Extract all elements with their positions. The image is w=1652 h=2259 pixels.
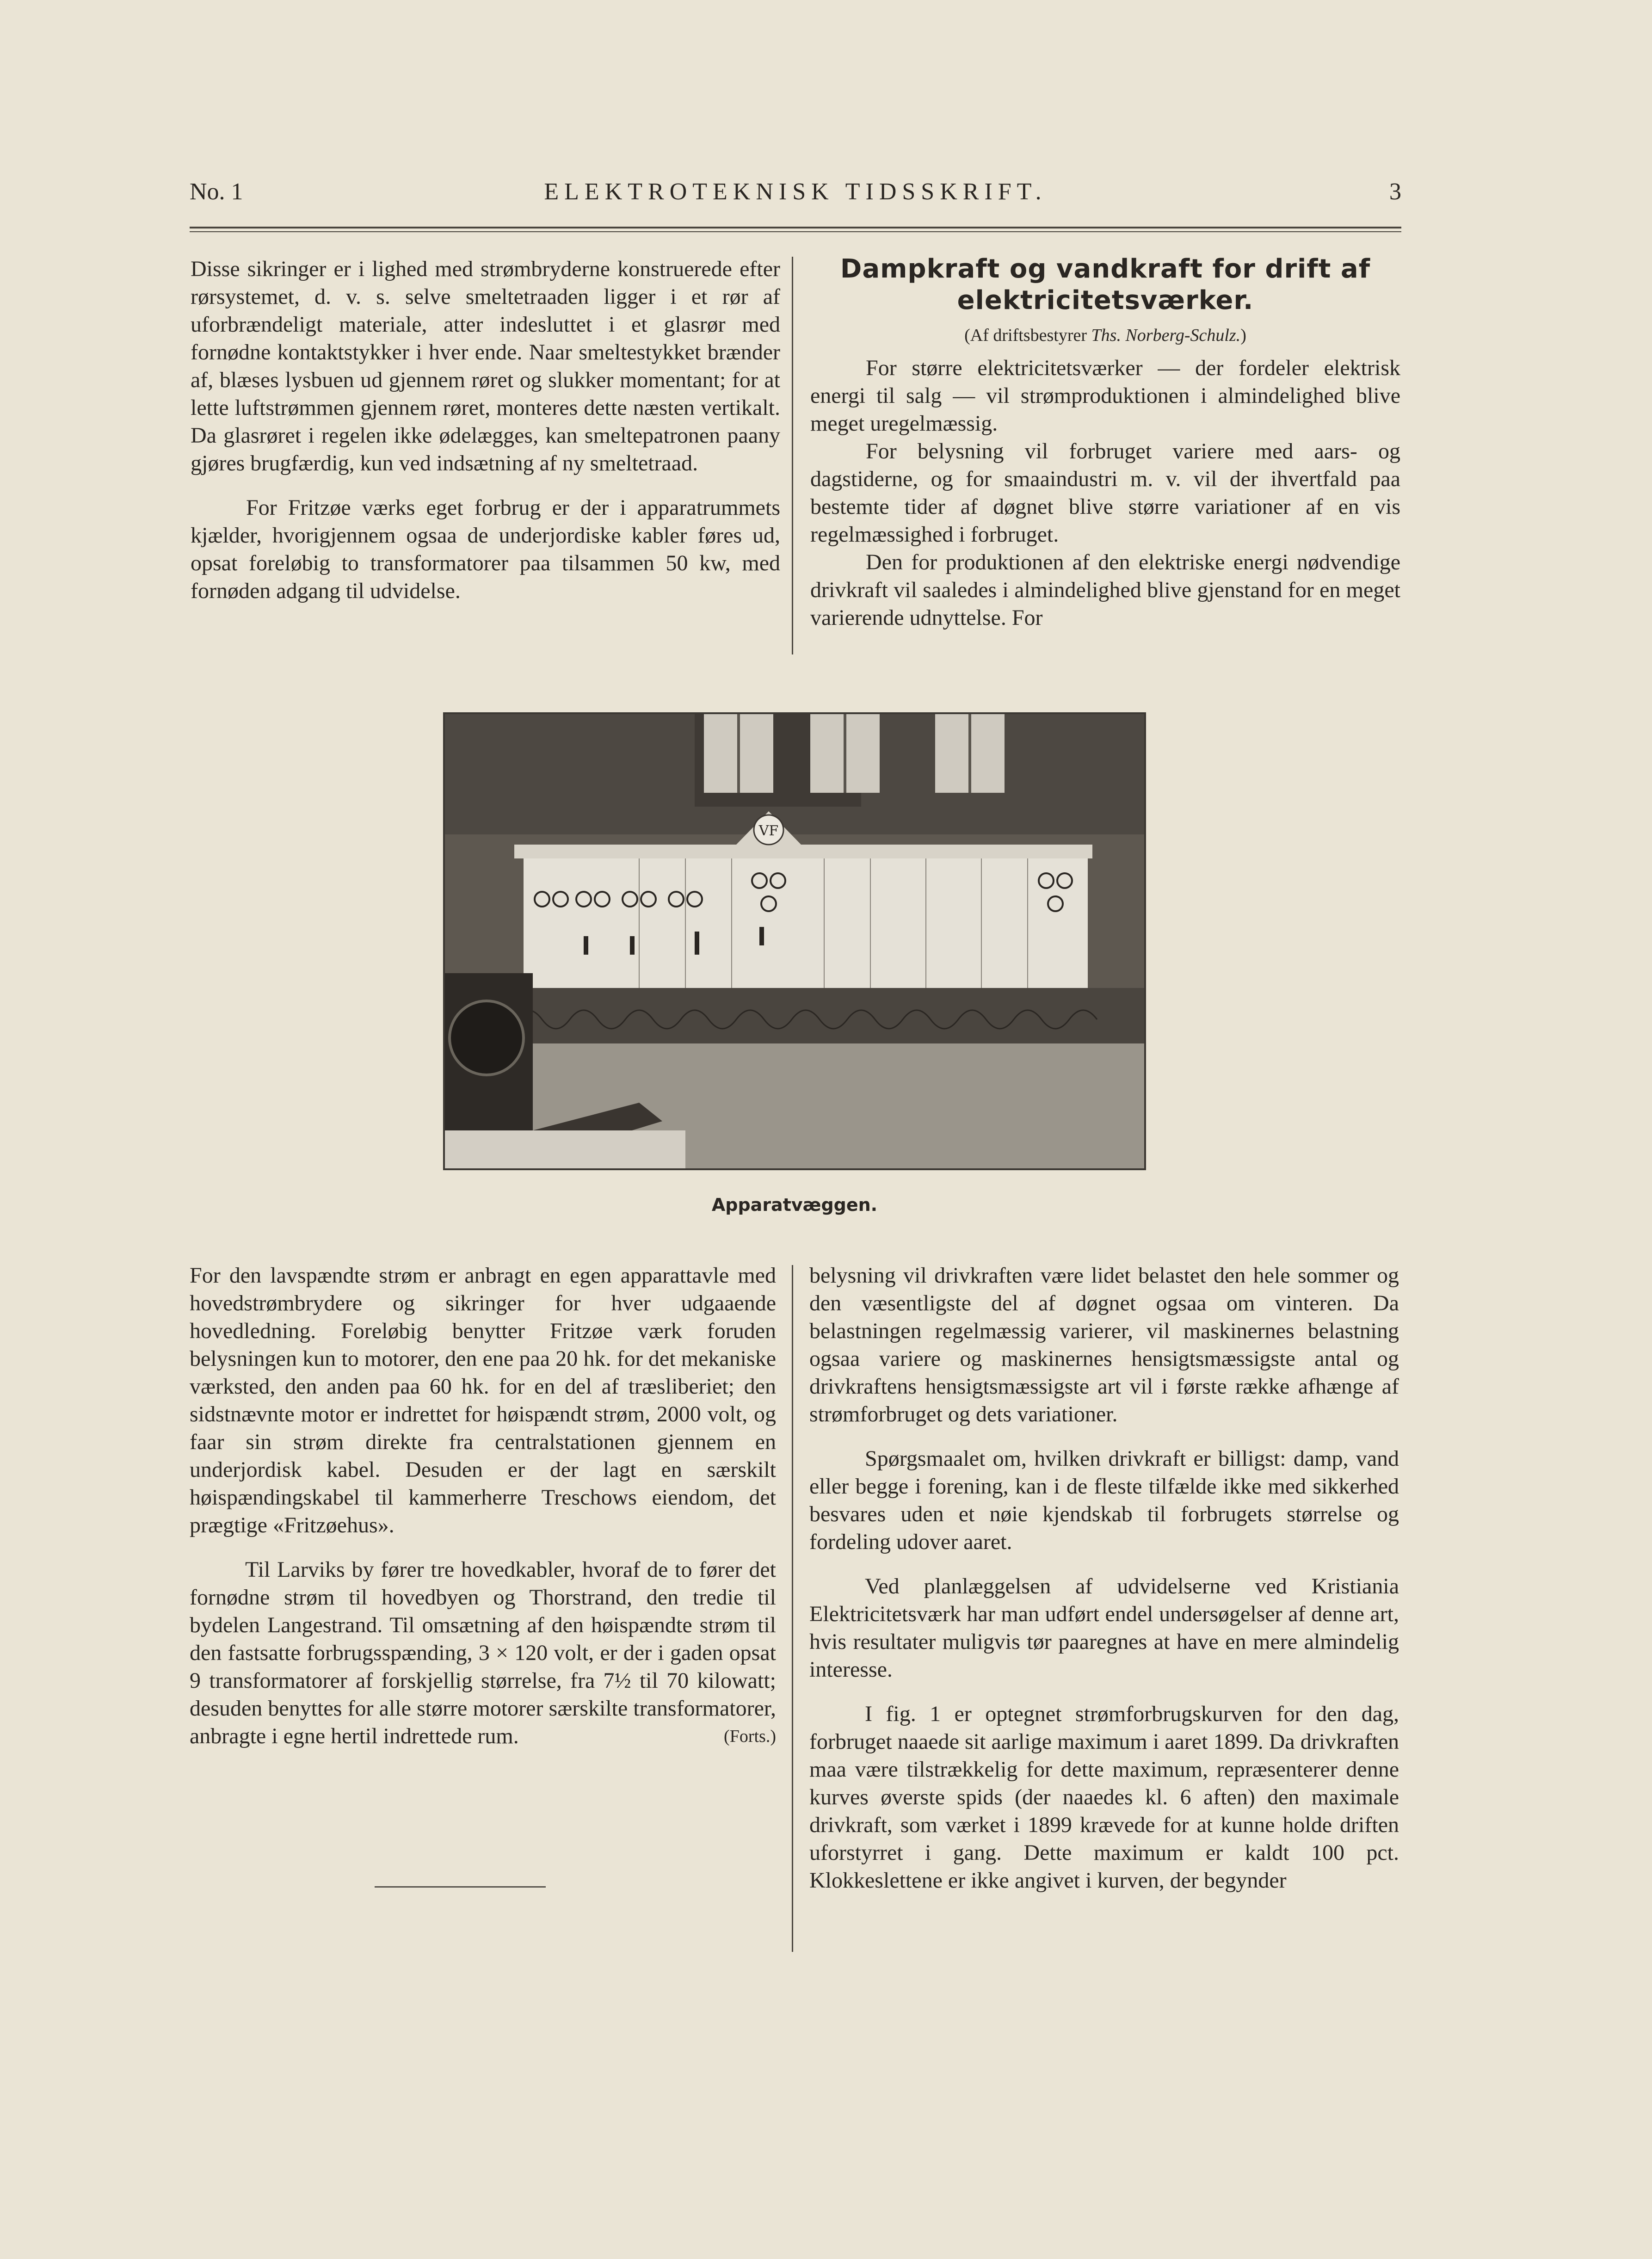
top-right-column — [810, 253, 1400, 632]
paragraph — [190, 1556, 776, 1750]
paragraph: Disse sikringer er i lighed med strømbryderne konstruerede efter rørsystemet, d. v. s. selve smeltetraaden ligger i et rør af uforbrændeligt materiale, atter indesluttet i et glasrør med fornødne kontaktstykker i hver ende. Naar smeltestykket brænder af, blæses lysbuen ud gjennem røret og slukker momentant; for at lette luftstrømmen gjennem røret, monteres dette næsten vertikalt. Da glasrøret i regelen ikke ødelægges, kan smeltepatronen paany gjøres brugfærdig, kun ved indsætning af ny smeltetraad. — [191, 257, 780, 475]
figure-caption: Apparatvæggen. — [711, 1195, 878, 1215]
continued-marker: (Forts.) — [724, 1727, 776, 1746]
paragraph: For større elektricitetsværker — der fordeler elektrisk energi til salg — vil strømproduktionen i almindelighed blive meget uregelmæssig. — [810, 356, 1400, 436]
top-left-column — [191, 255, 780, 605]
running-head — [190, 176, 1401, 208]
column-divider — [792, 257, 793, 654]
article-title: Dampkraft og vandkraft for drift af elektricitetsværker. — [840, 254, 1371, 315]
byline-author: Ths. Norberg-Schulz. — [1091, 326, 1241, 345]
paragraph: Spørgsmaalet om, hvilken drivkraft er billigst: damp, vand eller begge i forening, kan i de fleste tilfælde ikke med sikkerhed besvares uden et nøie kjendskab til forbrugets størrelse og fordeling udover aaret. — [809, 1446, 1399, 1554]
emblem-text: VF — [758, 823, 779, 839]
paragraph: For belysning vil forbruget variere med aars- og dagstiderne, og for smaaindustri m. v. vil der ihvertfald paa bestemte tider af døgnet blive større variationer af en vis regelmæssighed i forbruget. — [810, 439, 1400, 547]
header-rule-thin — [190, 231, 1401, 232]
switchboard-illustration — [445, 714, 1144, 1168]
journal-title: ELEKTROTEKNISK TIDSSKRIFT. — [544, 179, 1047, 205]
paragraph: I fig. 1 er optegnet strømforbrugskurven for den dag, forbruget naaede sit aarlige maximum i aaret 1899. Da drivkraften maa være tilstrækkelig for dette maximum, repræsenterer denne kurves øverste spids (der naaedes kl. 6 aften) den maximale drivkraft, som værket i 1899 krævede for at kunne holde driften uforstyrret i gang. Dette maximum er kaldt 100 pct. Klokkeslettene er ikke angivet i kurven, der begynder — [809, 1702, 1399, 1893]
byline-prefix: (Af driftsbestyrer — [964, 326, 1087, 345]
bottom-left-column — [190, 1262, 776, 1750]
paragraph-text: Til Larviks by fører tre hovedkabler, hvoraf de to fører det fornødne strøm til hovedbyen og Thorstrand, den tredie til bydelen Langestrand. Til omsætning af den høispændte strøm til den fastsatte forbrugsspænding, 3 × 120 volt, er der i gaden opsat 9 transformatorer af forskjellig størrelse, fra 7½ til 70 kilowatt; desuden benyttes for alle større motorer særskilte transformatorer, anbragte i egne hertil indrettede rum. — [190, 1557, 776, 1748]
bottom-right-column — [809, 1262, 1399, 1895]
switchboard-photo — [443, 712, 1146, 1170]
paragraph: Ved planlæggelsen af udvidelserne ved Kristiania Elektricitetsværk har man udført endel undersøgelser af denne art, hvis resultater muligvis tør paaregnes at have en mere almindelig interesse. — [809, 1574, 1399, 1682]
header-rule-thick — [190, 227, 1401, 228]
paragraph: For den lavspændte strøm er anbragt en egen apparattavle med hovedstrømbrydere og sikringer for hver udgaaende hovedledning. Foreløbig benytter Fritzøe værk foruden belysningen kun to motorer, den ene paa 20 hk. for det mekaniske værksted, den anden paa 60 hk. for en del af træsliberiet; den sidstnævnte motor er indrettet for høispændt strøm, 2000 volt, og faar sin strøm direkte fra centralstationen gjennem en underjordisk kabel. Desuden er der lagt en særskilt høispændingskabel til kammerherre Treschows eiendom, det prægtige «Fritzøehus». — [190, 1263, 776, 1537]
end-rule — [375, 1886, 546, 1888]
byline-suffix: ) — [1240, 326, 1246, 345]
page-number: 3 — [1389, 179, 1401, 205]
column-divider — [792, 1265, 793, 1952]
issue-number: No. 1 — [190, 179, 243, 205]
paragraph: belysning vil drivkraften være lidet belastet den hele sommer og den væsentligste del af døgnet ogsaa om vinteren. Da belastningen regelmæssig varierer, vil maskinernes belastning ogsaa variere og maskinernes hensigtsmæssigste antal og drivkraftens hensigtsmæssigste art vil i første række afhænge af strømforbruget og dets variationer. — [809, 1263, 1399, 1426]
byline — [810, 322, 1400, 349]
paragraph: For Fritzøe værks eget forbrug er der i apparatrummets kjælder, hvorigjennem ogsaa de underjordiske kabler føres ud, opsat foreløbig to transformatorer paa tilsammen 50 kw, med fornøden adgang til udvidelse. — [191, 495, 780, 603]
paragraph: Den for produktionen af den elektriske energi nødvendige drivkraft vil saaledes i almindelighed blive gjenstand for en meget varierende udnyttelse. For — [810, 550, 1400, 630]
